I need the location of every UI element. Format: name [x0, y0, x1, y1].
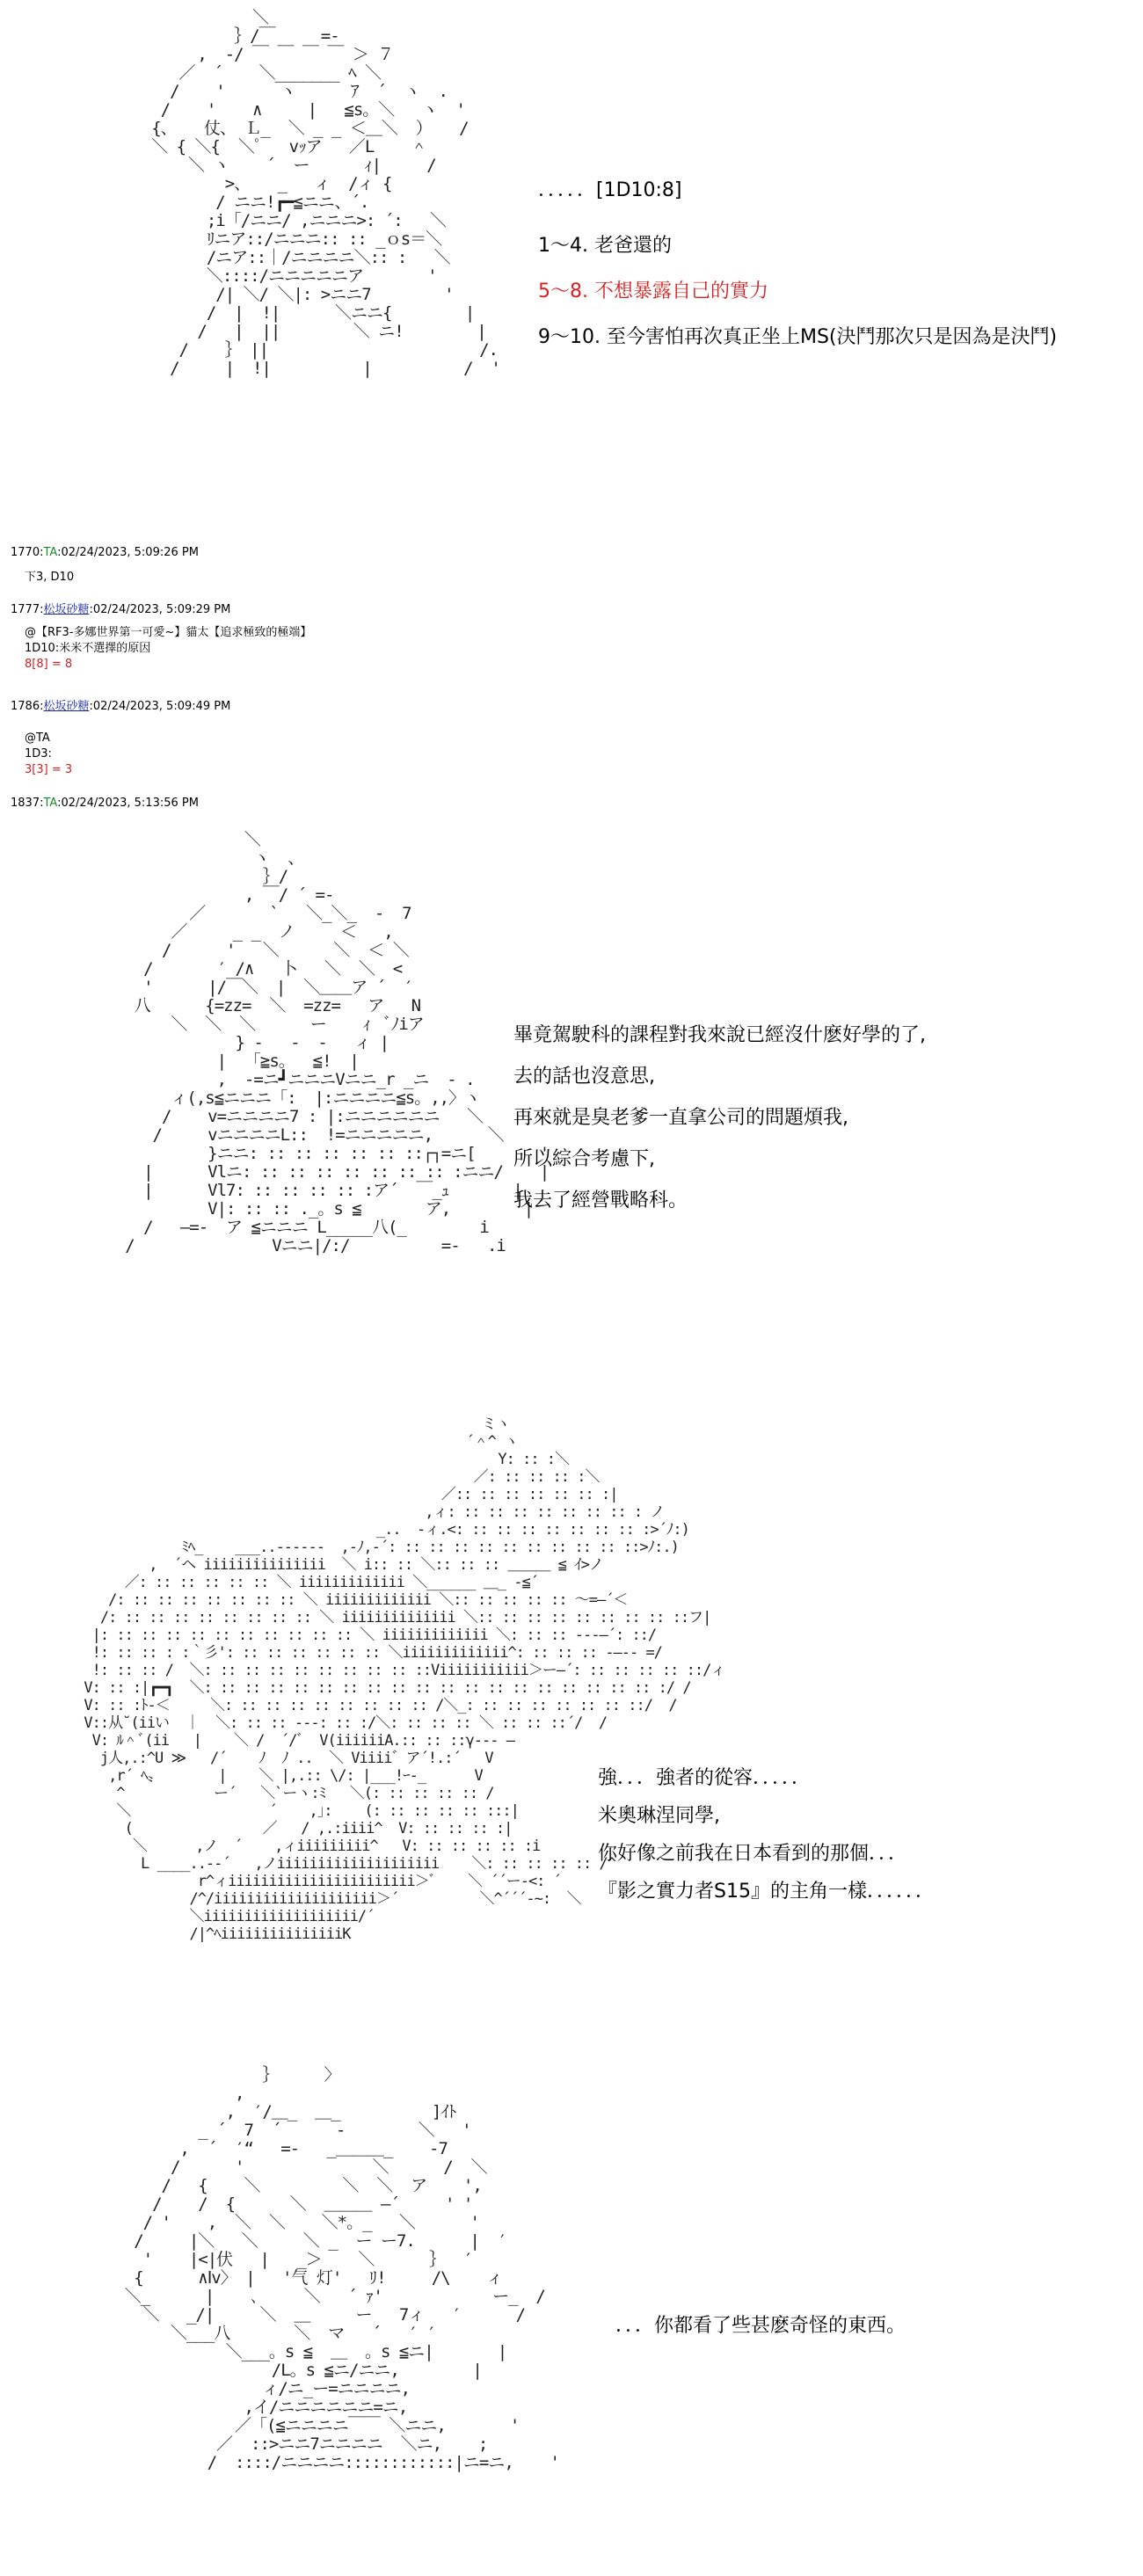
dice-result-line: ．．．．．[1D10:8] — [538, 179, 682, 201]
post-1786 — [11, 699, 230, 778]
dialog-line: 我去了經營戰略科。 — [513, 1190, 688, 1212]
post-author-link[interactable]: 松坂砂糖 — [43, 700, 90, 713]
dialog-line: 去的話也沒意思, — [513, 1066, 655, 1088]
post-date: :02/24/2023, 5:09:26 PM — [57, 546, 199, 559]
option-line-2: 5～8. 不想暴露自己的實力 — [538, 280, 768, 302]
post-1837 — [11, 796, 199, 811]
post-1770 — [11, 545, 199, 586]
post-date: :02/24/2023, 5:09:29 PM — [89, 603, 231, 616]
post-dice-result: 8[8] = 8 — [25, 658, 73, 671]
option-line-3: 9～10. 至今害怕再次真正坐上MS(決鬥那次只是因為是決鬥) — [538, 326, 1058, 348]
panel3-dialog — [598, 1768, 935, 1903]
dialog-line: 你好像之前我在日本看到的那個．．． — [598, 1843, 908, 1865]
post-number: 1777: — [11, 603, 44, 616]
post-date: :02/24/2023, 5:13:56 PM — [57, 797, 199, 810]
dialog-line: 米奧琳涅同學, — [598, 1805, 720, 1827]
dialog-line: 強．．．強者的從容．．．．． — [598, 1767, 812, 1789]
post-body-line: 1D10:米米不選擇的原因 — [25, 642, 151, 655]
post-body-line: @【RF3-多娜世界第一可愛~】貓太【追求極致的極端】 — [25, 626, 312, 639]
panel2-dialog — [513, 1025, 926, 1212]
panel1-dialog — [538, 180, 1057, 348]
dialog-line: ．．．你都看了些甚麽奇怪的東西。 — [615, 2315, 906, 2337]
panel4-dialog — [615, 2316, 906, 2337]
ascii-art-character-3: ミヽ ´＾^ ヽ Y: :: :＼ ／: :: :: :: :＼ ／:: :: :: :: :: :: :| ,ィ: :: :: :: :: :: :: :: : ノ _.. -ィ.<: :: :: :: :: :: :: :: :>´ﾉ:) ﾐﾍ_ ___..------ ,-ﾉ,-´: :: :: :: :: :: :: :: :: :: ::>ﾉ:.) , ´ヘ iiiiiiiiiiiiiii ＼ i:: :: ＼:: :: :: ＿＿＿ ≦ ｲ>ノ ／: :: :: :: :: :: ＼ iiiiiiiiiiiii ＼______ ＿_ -≦´ /: :: :: :: :: :: :: :: ＼ iiiiiiiiiiiii ＼:: :: :: :: :: ～=―´＜ /: :: :: :: :: :: :: :: :: ＼ iiiiiiiiiiiiii ＼:: :: :: :: :: :: :: :: ::フ| |: :: :: :: :: :: :: :: :: :: :: ＼ iiiiiiiiiiiii ＼: :: :: ---―´: ::/ !: :: :: : :｀彡': :: :: :: :: :: :: ＼iiiiiiiiiiiii^: :: :: :: -―-- =/ !: :: :: / ＼: :: :: :: :: :: :: :: :: ::Viiiiiiiiiii＞ー―´: :: :: :: :: ::/ィ V: :: :|┏━┓ ＼: :: :: :: :: :: :: :: :: :: :: :: :: :: :: :: :: :: :: :/ / V: :: :ﾄ‐＜ ＼: :: :: :: :: :: :: :: :: /＼_: :: :: :: :: :: :: ::/ / V::从˘(iiい ｜ ＼: :: :: ---: :: :/＼: :: :: :: ＼ :: :: ::´/ / V: ﾙ＾ﾞ(ii | ＼ / ´/ﾞ V(iiiiiiA.:: :: ::γ--- ― j人,.:^U ≫ /´ ﾉ ﾉ .. ＼ Viiii゛ア´!.:´ V ,r´ ﾍ〟 | ＼ |,.:: \/: |___!ｰ-_ V ^ ー´ ＼`ーヽ:ﾐ ＼(: :: :: :: :: / ＼ ´ ,｣: (: :: :: :: :: :::| ( ／ / ,.:iiii^ V: :: :: :: :| ＼ ,ノ ´ ,ィiiiiiiiii^ V: :: :: :: :: :i L ____..--´ ,ノiiiiiiiiiiiiiiiiiiii ＼: :: :: :: :: /^ r^ィiiiiiiiiiiiiiiiiiiiiiii＞ﾞ ＼ ´´ー-<: ´ /^/iiiiiiiiiiiiiiiiiiii＞´ ＼^´´´-~: ＼ ＼iiiiiiiiiiiiiiiiiii/´ /|^ﾍiiiiiiiiiiiiiiiK — [84, 1415, 725, 1943]
ascii-art-character-4: ｝ 〉 , , ′/＿_ ＿_ ]ｲﾄ _ ´ 7 ´ - ＼ ' , ´ ′“ =- _＿＿＿_ -7 / ' ＼ / ＼ / { ＼ ＼ ＼ ア ', / / { ＼ ＿＿＿ ―´ ' ' / ' , ＼ ＼ ＼*。_ ＼ ' / |＼ ＼ ＼ _ ー ー7. | ′ ' |<|伏 | _＞ ＼ ｝ ′ { ∧Ⅰv〉 | '气 灯' ﾘ! /\ ィ ＼_ | ､ ＼ ´ ｧ' ー_ / ＼ _/| ＼ ＿ ー 7ィ ′ / ＼___八 ＼ マ ´ ′ ′ ＼___。s ≦ ＿ 。s ≦ニ| | /L。s ≦ニ/ニニ, | ィ/ニ_ー=ニニニニ, ,イ/ニニニニニニ=ニ, ／「(≦ニニニニ￣￣ ＼ニニ, ' ／ ::>ニニ7ニニニニ ＼ニ, ; / ::::/ニニニニ::::::::::::|ニ=ニ, ' — [124, 2065, 559, 2472]
dialog-line: 再來就是臭老爹一直拿公司的問題煩我, — [513, 1107, 848, 1129]
post-number: 1786: — [11, 700, 44, 713]
post-1777 — [11, 602, 311, 673]
post-header — [11, 545, 199, 561]
post-header — [11, 602, 311, 618]
post-body: 下3, D10 — [25, 571, 75, 584]
post-body-line: 1D3: — [25, 747, 52, 760]
post-number: 1837: — [11, 797, 44, 810]
ascii-art-character-2: ＼ ヽ 、 ｝/ , ￣/ ´ =- ／ ` ＼_＼_ - 7 ／ _ _ ノ ＜ , / ' ＼ ＼ ＜ ＼ / ′ /∧ 卜 ＼ ＼ < ' |/￣＼ | ＼＿＿ア ´ ′ 八 {=zz= ＼ =zz= ア N ＼ ＼ ＼ ー ｨ ﾞﾉiア } - - - ィ | | 「≧s。 ≦! | , -=ニ┛ニニニVニニ_r _ニ - . ィ(,s≦ニニニ「: |:ニニニニ≦s。,,〉ヽ / v=ニニニニ7 : |:ニニニニニニ ＼ / vニニニニL:: !=ニニニニニ, ＼ }ニニ: :: :: :: :: :: ::┌┐=ニ[ ' | Vlニ: :: :: :: :: :: :: :: :ニニ/ | | Vl7: :: :: :: :: :ア´ ￣_ｭ | V|: :: :: ._。s ≦ ア, | / ―=- ア ≦ニニニ L_____八(_ i / Vニニ|/:/ =- .i — [125, 830, 550, 1255]
post-body-line: @TA — [25, 731, 50, 745]
post-dice-result: 3[3] = 3 — [25, 763, 73, 776]
ascii-art-character-1: ＼ ｝/￣ =- , -/ ￣ ￣ ￣ ￣ ＞ ７ ／ ´ ＼_______ ﾍ ＼ / ' ヽ ｱ ´ ヽ . / ' ∧ | ≦s。＼ ヽ ' {、 仗、 Ｌ_ ＼ _ _ ＜＿＼ ） / ＼ { ＼{ ＼ﾟ vｯア ／L ＾ ＼ ヽ ´ ー ｨ| / >、 _ ィ /ィ { / ニニ!┏━≦ニニ、´. ;i「/ニニ/ ,ニニニ>: ´: ＼ ﾘニア::/ニニニ:: :: _ｏs＝＼ /ニア::｜/ニニニニ＼:: : ＼ ＼::::/ニニニニニア ' /| ＼/ ＼|: >ニニ7 ' / | !| ＼ニニ{ | / | || ＼ ニ! | / ｝ || /. / | !| | / ' — [151, 8, 500, 378]
dialog-line: 『影之實力者S15』的主角一樣．．．．．． — [598, 1881, 935, 1903]
post-header — [11, 699, 230, 715]
post-author-link[interactable]: 松坂砂糖 — [43, 603, 90, 616]
post-author: TA — [43, 546, 58, 559]
post-author: TA — [43, 797, 58, 810]
post-number: 1770: — [11, 546, 44, 559]
option-line-1: 1～4. 老爸還的 — [538, 235, 672, 257]
post-date: :02/24/2023, 5:09:49 PM — [89, 700, 231, 713]
dialog-line: 所以綜合考慮下, — [513, 1148, 655, 1170]
post-header — [11, 796, 199, 811]
dialog-line: 畢竟駕駛科的課程對我來說已經沒什麽好學的了, — [513, 1024, 926, 1046]
